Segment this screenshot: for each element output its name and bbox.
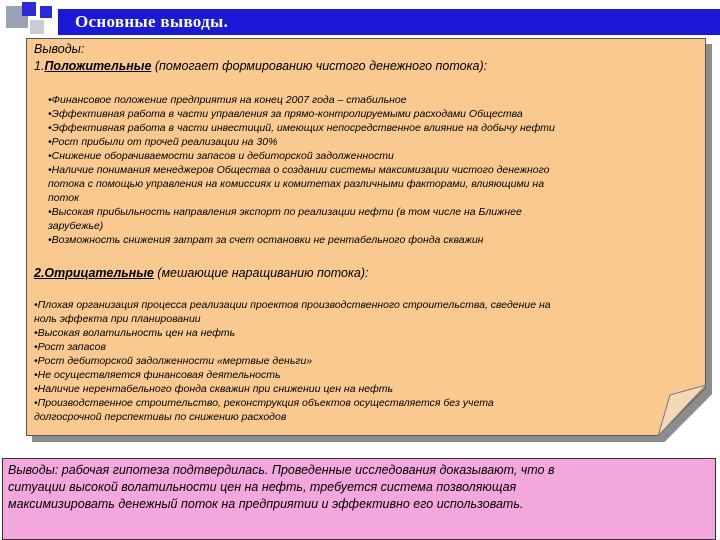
negative-item: •Плохая организация процесса реализации проектов производственного строительства, сведение на (34, 299, 551, 311)
positive-item: •Наличие понимания менеджеров Общества о создании системы максимизации чистого денежного (48, 164, 550, 176)
positive-item: •Высокая прибыльность направления экспорт по реализации нефти (в том числе на Ближнее (48, 206, 522, 218)
conclusions-label: Выводы: (34, 42, 85, 56)
logo-square-blue (22, 2, 36, 16)
positive-item: •Эффективная работа в части инвестиций, имеющих непосредственное влияние на добычу нефти (48, 122, 555, 134)
negative-item: ноль эффекта при планировании (34, 313, 201, 325)
conclusion-line: ситуации высокой волатильности цен на нефть, требуется система позволяющая (8, 480, 517, 494)
conclusion-line: Выводы: рабочая гипотеза подтвердилась. Проведенные исследования доказывают, что в (8, 463, 555, 477)
logo-square-blue-small (40, 6, 52, 18)
page-curl (658, 385, 706, 436)
negative-item: •Рост дебиторской задолженности «мертвые деньги» (34, 355, 313, 367)
slide-title: Основные выводы. (75, 12, 229, 31)
positive-rest: (помогает формированию чистого денежного потока): (151, 59, 488, 73)
negative-rest: (мешающие наращиванию потока): (153, 266, 369, 280)
positive-heading (34, 59, 487, 73)
positive-number: 1. (34, 59, 45, 73)
positive-item: •Эффективная работа в части управления за прямо-контролируемыми расходами Общества (48, 108, 523, 120)
positive-item: •Финансовое положение предприятия на конец 2007 года – стабильное (48, 94, 407, 106)
negative-word: 2.Отрицательные (34, 266, 154, 280)
positive-item: зарубежье) (48, 220, 104, 232)
positive-item: поток (48, 192, 80, 204)
positive-item: •Рост прибыли от прочей реализации на 30% (48, 136, 278, 148)
conclusion-text (8, 462, 698, 513)
negative-item: •Производственное строительство, реконструкция объектов осуществляется без учета (34, 397, 494, 409)
negative-item: •Высокая волатильность цен на нефть (34, 327, 236, 339)
positive-item: потока с помощью управления на комиссиях и комитетах различными факторами, влияющими на (48, 178, 545, 190)
negative-item: •Не осуществляется финансовая деятельность (34, 369, 281, 381)
logo-square-light (30, 20, 44, 34)
negative-item: •Наличие нерентабельного фонда скважин при снижении цен на нефть (34, 383, 394, 395)
conclusion-line: максимизировать денежный поток на предприятии и эффективно его использовать. (8, 497, 524, 511)
positive-item: •Снижение оборачиваемости запасов и дебиторской задолженности (48, 150, 394, 162)
positive-item: •Возможность снижения затрат за счет остановки не рентабельного фонда скважин (48, 234, 484, 246)
positive-word: Положительные (44, 59, 152, 73)
negative-heading (34, 266, 369, 280)
negative-item: долгосрочной перспективы по снижению расходов (34, 411, 287, 423)
negative-item: •Рост запасов (34, 341, 106, 353)
